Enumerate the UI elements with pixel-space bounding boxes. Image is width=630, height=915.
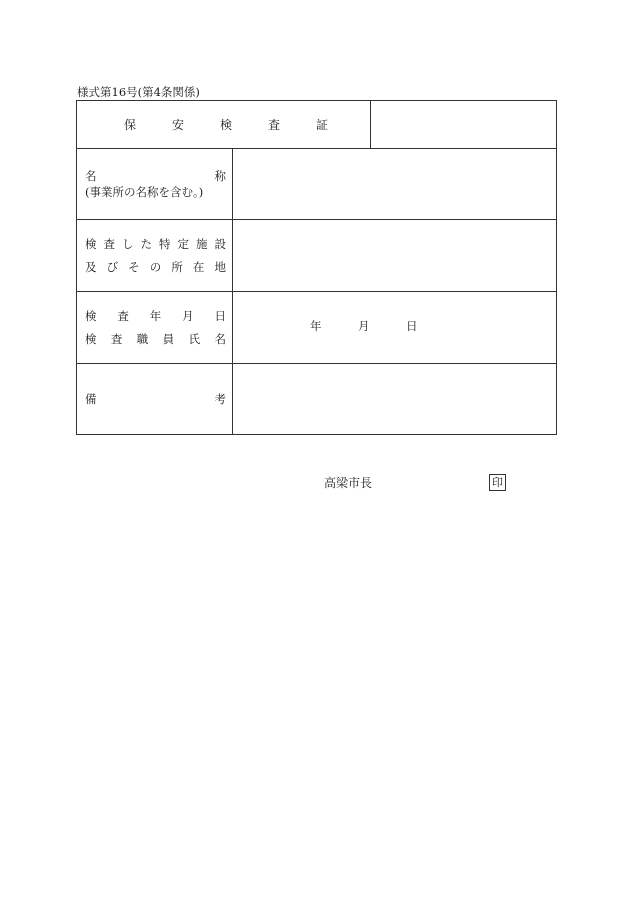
- facility-value-field[interactable]: [233, 220, 557, 292]
- seal-mark: 印: [489, 474, 506, 491]
- remarks-label: 備 考: [77, 364, 233, 435]
- certificate-number-field[interactable]: [371, 101, 557, 149]
- name-label: 名 称 (事業所の名称を含む。): [77, 149, 233, 220]
- certificate-title-cell: [77, 101, 371, 149]
- inspection-value-field[interactable]: 年 月 日: [233, 292, 557, 364]
- inspection-certificate-table: [76, 100, 557, 435]
- inspection-label: 検 査 年 月 日 検 査 職 員 氏 名: [77, 292, 233, 364]
- form-number: 様式第16号(第4条関係): [77, 85, 200, 99]
- mayor-title: 高梁市長: [324, 476, 373, 490]
- remarks-value-field[interactable]: [233, 364, 557, 435]
- facility-label: 検 査 し た 特 定 施 設 及 び そ の 所 在 地: [77, 220, 233, 292]
- name-value-field[interactable]: [233, 149, 557, 220]
- certificate-title: 保 安 検 査 証: [124, 118, 329, 132]
